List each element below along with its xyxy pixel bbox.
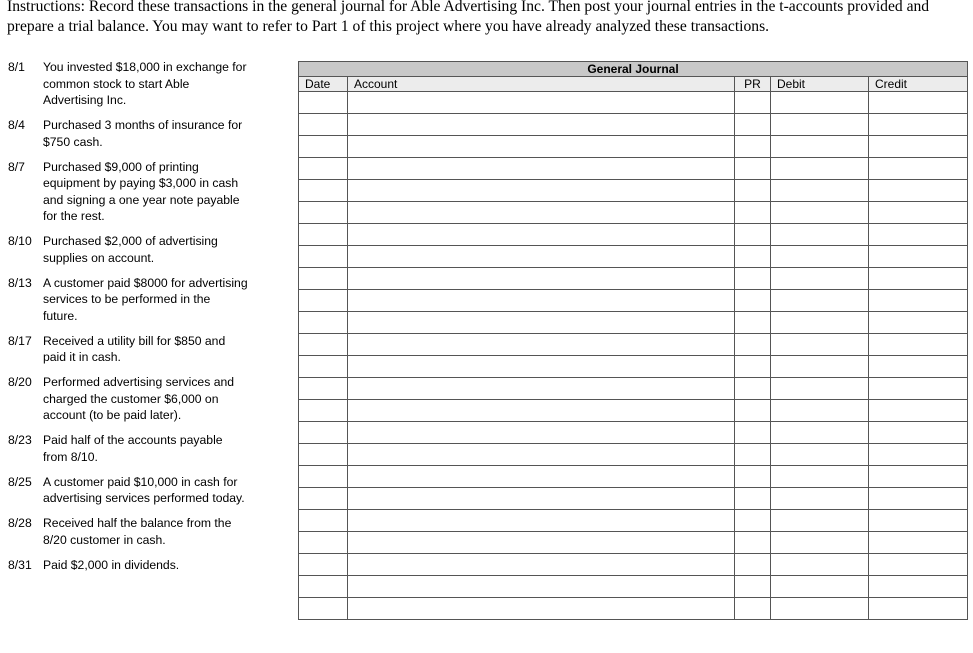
pr-cell[interactable] bbox=[735, 246, 771, 268]
transaction-date: 8/20 bbox=[8, 375, 32, 389]
account-cell[interactable] bbox=[348, 114, 735, 136]
pr-cell[interactable] bbox=[735, 202, 771, 224]
pr-cell[interactable] bbox=[735, 444, 771, 466]
debit-cell[interactable] bbox=[771, 444, 869, 466]
pr-cell[interactable] bbox=[735, 268, 771, 290]
column-header-date: Date bbox=[299, 77, 348, 92]
account-cell[interactable] bbox=[348, 246, 735, 268]
account-cell[interactable] bbox=[348, 92, 735, 114]
date-cell[interactable] bbox=[299, 158, 348, 180]
journal-row bbox=[299, 532, 968, 554]
credit-cell[interactable] bbox=[869, 202, 968, 224]
journal-row bbox=[299, 268, 968, 290]
debit-cell[interactable] bbox=[771, 224, 869, 246]
credit-cell[interactable] bbox=[869, 400, 968, 422]
journal-row bbox=[299, 202, 968, 224]
pr-cell[interactable] bbox=[735, 136, 771, 158]
credit-cell[interactable] bbox=[869, 598, 968, 620]
date-cell[interactable] bbox=[299, 334, 348, 356]
debit-cell[interactable] bbox=[771, 136, 869, 158]
journal-row bbox=[299, 356, 968, 378]
account-cell[interactable] bbox=[348, 180, 735, 202]
date-cell[interactable] bbox=[299, 444, 348, 466]
transaction-item bbox=[8, 275, 258, 325]
transaction-item bbox=[8, 59, 258, 109]
transaction-item bbox=[8, 374, 258, 424]
account-cell[interactable] bbox=[348, 488, 735, 510]
transaction-date: 8/25 bbox=[8, 474, 32, 489]
pr-cell[interactable] bbox=[735, 312, 771, 334]
transaction-date: 8/13 bbox=[8, 275, 32, 290]
transaction-description: Purchased 3 months of insurance for $750 cash. bbox=[43, 118, 243, 149]
transaction-item bbox=[8, 515, 258, 548]
account-cell[interactable] bbox=[348, 312, 735, 334]
date-cell[interactable] bbox=[299, 356, 348, 378]
pr-cell[interactable] bbox=[735, 422, 771, 444]
transaction-item bbox=[8, 333, 258, 366]
debit-cell[interactable] bbox=[771, 202, 869, 224]
journal-row bbox=[299, 444, 968, 466]
journal-row bbox=[299, 554, 968, 576]
account-cell[interactable] bbox=[348, 158, 735, 180]
transaction-date: 8/10 bbox=[8, 234, 32, 248]
date-cell[interactable] bbox=[299, 180, 348, 202]
journal-row bbox=[299, 510, 968, 532]
transaction-description: A customer paid $10,000 in cash for advertising services performed today. bbox=[43, 474, 245, 505]
credit-cell[interactable] bbox=[869, 532, 968, 554]
transaction-date: 8/4 bbox=[8, 118, 25, 132]
journal-row bbox=[299, 180, 968, 202]
account-cell[interactable] bbox=[348, 532, 735, 554]
date-cell[interactable] bbox=[299, 554, 348, 576]
date-cell[interactable] bbox=[299, 400, 348, 422]
account-cell[interactable] bbox=[348, 378, 735, 400]
journal-row bbox=[299, 488, 968, 510]
pr-cell[interactable] bbox=[735, 334, 771, 356]
account-cell[interactable] bbox=[348, 268, 735, 290]
journal-row bbox=[299, 158, 968, 180]
debit-cell[interactable] bbox=[771, 466, 869, 488]
debit-cell[interactable] bbox=[771, 576, 869, 598]
account-cell[interactable] bbox=[348, 400, 735, 422]
debit-cell[interactable] bbox=[771, 114, 869, 136]
pr-cell[interactable] bbox=[735, 356, 771, 378]
date-cell[interactable] bbox=[299, 114, 348, 136]
date-cell[interactable] bbox=[299, 312, 348, 334]
transaction-description: Paid $2,000 in dividends. bbox=[43, 557, 180, 572]
transaction-item bbox=[8, 233, 258, 266]
debit-cell[interactable] bbox=[771, 158, 869, 180]
account-cell[interactable] bbox=[348, 136, 735, 158]
date-cell[interactable] bbox=[299, 378, 348, 400]
debit-cell[interactable] bbox=[771, 246, 869, 268]
account-cell[interactable] bbox=[348, 356, 735, 378]
pr-cell[interactable] bbox=[735, 92, 771, 114]
date-cell[interactable] bbox=[299, 466, 348, 488]
pr-cell[interactable] bbox=[735, 378, 771, 400]
credit-cell[interactable] bbox=[869, 180, 968, 202]
journal-title: General Journal bbox=[299, 62, 968, 77]
credit-cell[interactable] bbox=[869, 268, 968, 290]
debit-cell[interactable] bbox=[771, 92, 869, 114]
transaction-item bbox=[8, 117, 258, 150]
account-cell[interactable] bbox=[348, 510, 735, 532]
transaction-date: 8/28 bbox=[8, 516, 32, 530]
date-cell[interactable] bbox=[299, 290, 348, 312]
account-cell[interactable] bbox=[348, 422, 735, 444]
credit-cell[interactable] bbox=[869, 488, 968, 510]
transaction-description: Paid half of the accounts payable from 8/10. bbox=[43, 433, 223, 464]
pr-cell[interactable] bbox=[735, 224, 771, 246]
credit-cell[interactable] bbox=[869, 378, 968, 400]
journal-row bbox=[299, 136, 968, 158]
journal-row bbox=[299, 400, 968, 422]
date-cell[interactable] bbox=[299, 598, 348, 620]
date-cell[interactable] bbox=[299, 246, 348, 268]
credit-cell[interactable] bbox=[869, 510, 968, 532]
journal-row bbox=[299, 576, 968, 598]
date-cell[interactable] bbox=[299, 92, 348, 114]
credit-cell[interactable] bbox=[869, 290, 968, 312]
debit-cell[interactable] bbox=[771, 356, 869, 378]
date-cell[interactable] bbox=[299, 576, 348, 598]
pr-cell[interactable] bbox=[735, 180, 771, 202]
date-cell[interactable] bbox=[299, 422, 348, 444]
journal-row bbox=[299, 334, 968, 356]
journal-row bbox=[299, 378, 968, 400]
journal-row bbox=[299, 312, 968, 334]
journal-row bbox=[299, 114, 968, 136]
account-cell[interactable] bbox=[348, 202, 735, 224]
date-cell[interactable] bbox=[299, 136, 348, 158]
credit-cell[interactable] bbox=[869, 158, 968, 180]
credit-cell[interactable] bbox=[869, 554, 968, 576]
debit-cell[interactable] bbox=[771, 554, 869, 576]
credit-cell[interactable] bbox=[869, 334, 968, 356]
transaction-list bbox=[8, 59, 258, 582]
journal-row bbox=[299, 224, 968, 246]
credit-cell[interactable] bbox=[869, 356, 968, 378]
transaction-description: Purchased $9,000 of printing equipment by paying $3,000 in cash and signing a one year note payable for the rest. bbox=[43, 159, 240, 223]
date-cell[interactable] bbox=[299, 532, 348, 554]
debit-cell[interactable] bbox=[771, 510, 869, 532]
pr-cell[interactable] bbox=[735, 510, 771, 532]
credit-cell[interactable] bbox=[869, 246, 968, 268]
pr-cell[interactable] bbox=[735, 466, 771, 488]
transaction-item bbox=[8, 557, 258, 574]
column-header-debit: Debit bbox=[771, 77, 869, 92]
debit-cell[interactable] bbox=[771, 312, 869, 334]
journal-row bbox=[299, 598, 968, 620]
debit-cell[interactable] bbox=[771, 422, 869, 444]
date-cell[interactable] bbox=[299, 224, 348, 246]
debit-cell[interactable] bbox=[771, 180, 869, 202]
journal-row bbox=[299, 92, 968, 114]
account-cell[interactable] bbox=[348, 290, 735, 312]
pr-cell[interactable] bbox=[735, 598, 771, 620]
column-header-pr: PR bbox=[735, 77, 771, 92]
debit-cell[interactable] bbox=[771, 334, 869, 356]
date-cell[interactable] bbox=[299, 510, 348, 532]
debit-cell[interactable] bbox=[771, 378, 869, 400]
debit-cell[interactable] bbox=[771, 598, 869, 620]
credit-cell[interactable] bbox=[869, 466, 968, 488]
pr-cell[interactable] bbox=[735, 290, 771, 312]
journal-row bbox=[299, 290, 968, 312]
debit-cell[interactable] bbox=[771, 488, 869, 510]
credit-cell[interactable] bbox=[869, 422, 968, 444]
pr-cell[interactable] bbox=[735, 400, 771, 422]
credit-cell[interactable] bbox=[869, 114, 968, 136]
debit-cell[interactable] bbox=[771, 400, 869, 422]
transaction-description: Performed advertising services and charged the customer $6,000 on account (to be paid later). bbox=[43, 375, 235, 422]
pr-cell[interactable] bbox=[735, 554, 771, 576]
transaction-description: A customer paid $8000 for advertising services to be performed in the future. bbox=[43, 275, 248, 323]
account-cell[interactable] bbox=[348, 334, 735, 356]
credit-cell[interactable] bbox=[869, 312, 968, 334]
credit-cell[interactable] bbox=[869, 92, 968, 114]
transaction-description: Purchased $2,000 of advertising supplies on account. bbox=[43, 234, 218, 265]
journal-row bbox=[299, 466, 968, 488]
account-cell[interactable] bbox=[348, 576, 735, 598]
pr-cell[interactable] bbox=[735, 576, 771, 598]
general-journal-table bbox=[298, 61, 968, 620]
pr-cell[interactable] bbox=[735, 488, 771, 510]
transaction-description: Received half the balance from the 8/20 customer in cash. bbox=[43, 516, 232, 547]
credit-cell[interactable] bbox=[869, 224, 968, 246]
journal-row bbox=[299, 422, 968, 444]
credit-cell[interactable] bbox=[869, 136, 968, 158]
column-header-account: Account bbox=[348, 77, 735, 92]
instructions-text: Instructions: Record these transactions in the general journal for Able Advertising Inc. Then post your journal entries in the t-accounts provided and prepare a trial balance. You may want to refer to Part 1 of this project where you have already analyzed these transactions. bbox=[7, 0, 930, 35]
account-cell[interactable] bbox=[348, 554, 735, 576]
debit-cell[interactable] bbox=[771, 290, 869, 312]
date-cell[interactable] bbox=[299, 488, 348, 510]
pr-cell[interactable] bbox=[735, 114, 771, 136]
journal-body bbox=[299, 92, 968, 620]
pr-cell[interactable] bbox=[735, 158, 771, 180]
journal-row bbox=[299, 246, 968, 268]
pr-cell[interactable] bbox=[735, 532, 771, 554]
transaction-date: 8/1 bbox=[8, 60, 25, 74]
transaction-description: Received a utility bill for $850 and paid it in cash. bbox=[43, 333, 226, 364]
debit-cell[interactable] bbox=[771, 532, 869, 554]
date-cell[interactable] bbox=[299, 202, 348, 224]
transaction-description: You invested $18,000 in exchange for common stock to start Able Advertising Inc. bbox=[43, 60, 247, 107]
transaction-date: 8/23 bbox=[8, 433, 32, 447]
account-cell[interactable] bbox=[348, 224, 735, 246]
column-header-credit: Credit bbox=[869, 77, 968, 92]
transaction-date: 8/31 bbox=[8, 557, 32, 572]
account-cell[interactable] bbox=[348, 466, 735, 488]
debit-cell[interactable] bbox=[771, 268, 869, 290]
date-cell[interactable] bbox=[299, 268, 348, 290]
account-cell[interactable] bbox=[348, 444, 735, 466]
transaction-date: 8/7 bbox=[8, 159, 25, 174]
transaction-date: 8/17 bbox=[8, 333, 32, 348]
transaction-item bbox=[8, 474, 258, 507]
transaction-item bbox=[8, 159, 258, 225]
credit-cell[interactable] bbox=[869, 444, 968, 466]
credit-cell[interactable] bbox=[869, 576, 968, 598]
transaction-item bbox=[8, 432, 258, 465]
account-cell[interactable] bbox=[348, 598, 735, 620]
